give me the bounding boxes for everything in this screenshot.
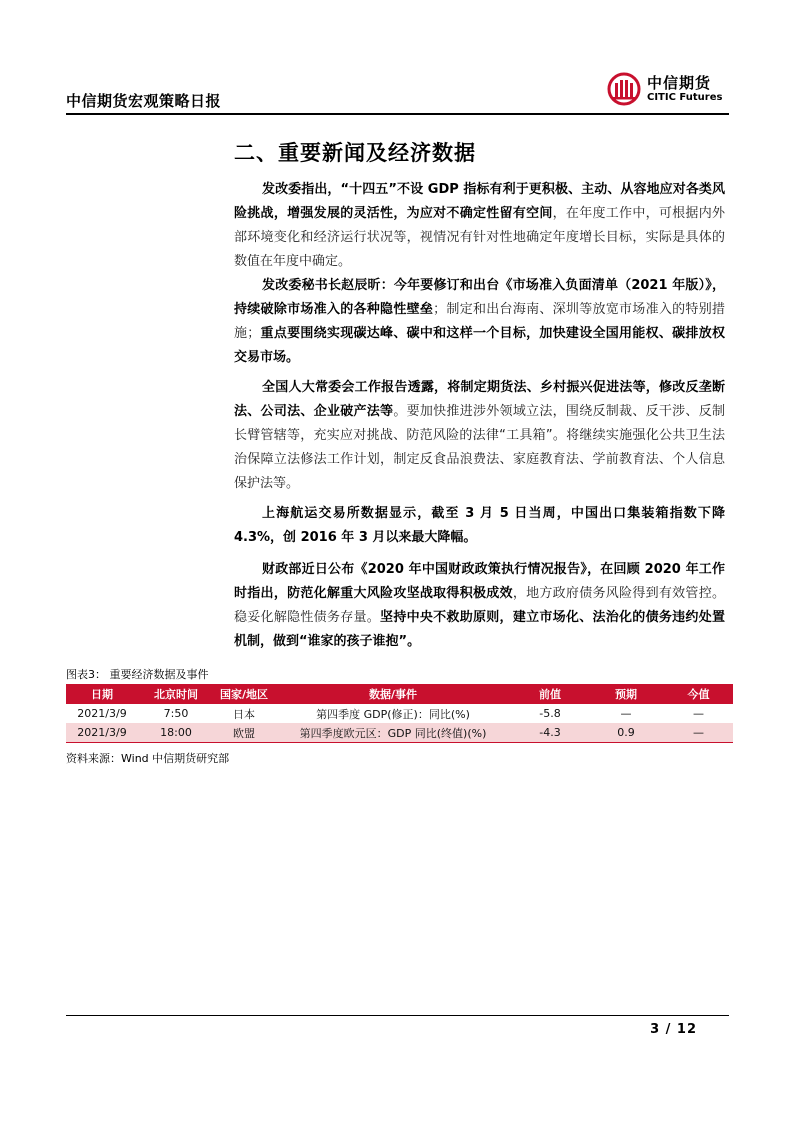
table-source: 资料来源：Wind 中信期货研究部 (66, 752, 230, 765)
col-header-previous: 前值 (512, 684, 588, 704)
economic-data-table (66, 684, 733, 743)
cell-event: 第四季度欧元区：GDP 同比(终值)(%) (274, 723, 512, 743)
cell-region: 欧盟 (214, 723, 274, 743)
news-1-body: ，在年度工作中，可根据内外部环境变化和经济运行状况等，视情况有针对性地确定年度增长目标，实际是具体的数值在年度中确定。 (234, 206, 725, 269)
cell-date: 2021/3/9 (77, 707, 127, 720)
citic-logo (607, 70, 737, 110)
news-5-body: ，地方政府债务风险得到有效管控。稳妥化解隐性债务存量。 (234, 586, 725, 625)
news-1-highlight: 发改委指出，“十四五”不设 GDP 指标有利于更积极、主动、从容地应对各类风险挑战，增强发展的灵活性，为应对不确定性留有空间 (234, 182, 725, 221)
cell-region: 日本 (233, 707, 255, 721)
table-header-row (66, 684, 733, 704)
news-4-highlight: 上海航运交易所数据显示，截至 3 月 5 日当周，中国出口集装箱指数下降 4.3%，创 2016 年 3 月以来最大降幅。 (234, 506, 725, 545)
news-5-highlight: 财政部近日公布《2020 年中国财政政策执行情况报告》，在回顾 2020 年工作时指出，防范化解重大风险攻坚战取得积极成效 (234, 562, 725, 601)
cell-actual: — (664, 723, 733, 743)
logo-text-cn: 中信期货 (647, 74, 712, 92)
news-paragraph-1 (234, 178, 725, 274)
col-header-region: 国家/地区 (214, 684, 274, 704)
col-header-actual: 今值 (664, 684, 733, 704)
col-header-date: 日期 (66, 684, 138, 704)
cell-actual: — (693, 707, 704, 720)
col-header-event: 数据/事件 (274, 684, 512, 704)
news-3-highlight: 全国人大常委会工作报告透露，将制定期货法、乡村振兴促进法等，修改反垄断法、公司法、企业破产法等 (234, 380, 725, 419)
footer-divider (66, 1015, 729, 1016)
table-caption: 图表3： 重要经济数据及事件 (66, 668, 209, 681)
news-paragraph-5 (234, 558, 725, 654)
news-2-highlight-2: 重点要围绕实现碳达峰、碳中和这样一个目标，加快建设全国用能权、碳排放权交易市场。 (234, 326, 725, 365)
news-3-body: 。要加快推进涉外领域立法，围绕反制裁、反干涉、反制长臂管辖等，充实应对挑战、防范风险的法律“工具箱”。将继续实施强化公共卫生法治保障立法修法工作计划，制定反食品浪费法、家庭教育法、学前教育法、个人信息保护法等。 (234, 404, 725, 491)
cell-previous: -5.8 (539, 707, 561, 720)
news-paragraph-3 (234, 376, 725, 496)
citic-logo-icon (607, 72, 641, 106)
cell-event: 第四季度 GDP(修正)：同比(%) (316, 707, 470, 721)
report-title: 中信期货宏观策略日报 (66, 92, 222, 110)
page-number: 3 / 12 (650, 1022, 697, 1037)
cell-previous: -4.3 (512, 723, 588, 743)
col-header-time: 北京时间 (138, 684, 214, 704)
section-title: 二、重要新闻及经济数据 (234, 141, 476, 165)
news-2-body: ；制定和出台海南、深圳等放宽市场准入的特别措施； (234, 302, 725, 341)
news-2-highlight: 发改委秘书长赵辰昕：今年要修订和出台《市场准入负面清单（2021 年版）》，持续破除市场准入的各种隐性壁垒 (234, 278, 725, 317)
cell-date: 2021/3/9 (66, 723, 138, 743)
cell-time: 7:50 (163, 707, 189, 720)
cell-forecast: 0.9 (588, 723, 664, 743)
logo-text-en: CITIC Futures (647, 92, 723, 103)
news-paragraph-2 (234, 274, 725, 370)
table-row (66, 723, 733, 743)
news-paragraph-4 (234, 502, 725, 550)
col-header-forecast: 预期 (588, 684, 664, 704)
cell-forecast: — (620, 707, 632, 720)
news-5-highlight-2: 坚持中央不救助原则，建立市场化、法治化的债务违约处置机制，做到“谁家的孩子谁抱”。 (234, 610, 725, 649)
header-divider (66, 113, 729, 115)
cell-time: 18:00 (138, 723, 214, 743)
table-row (66, 704, 733, 723)
